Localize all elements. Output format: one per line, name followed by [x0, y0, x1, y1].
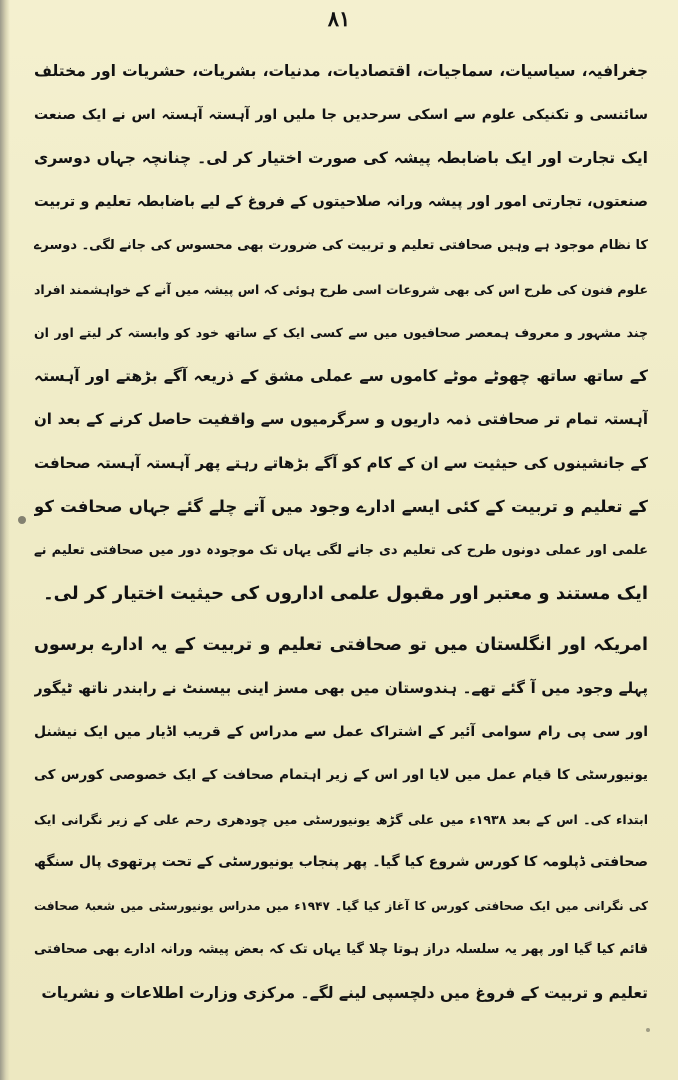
text-line: یونیورسٹی کا قیام عمل میں لایا اور اس کے زیر اہتمام صحافت کے ایک خصوصی کورس کی [34, 767, 648, 783]
text-line: پہلے وجود میں آ گئے تھے۔ ہندوستان میں بھی مسز اینی بیسنٹ نے رابندر ناتھ ٹیگور [34, 679, 648, 697]
ink-speck [646, 1028, 650, 1032]
text-line: کا نظام موجود ہے وہیں صحافتی تعلیم و تربیت کی ضرورت بھی محسوس کی جانے لگی۔ دوسرے [34, 238, 648, 253]
text-line: کی نگرانی میں ایک صحافتی کورس کا آغاز کیا گیا۔ ۱۹۴۷ء میں مدراس یونیورسٹی میں شعبۂ صحافت [34, 898, 648, 913]
text-line: جغرافیہ، سیاسیات، سماجیات، اقتصادیات، مدنیات، بشریات، حشریات اور مختلف [34, 62, 648, 80]
text-line: اور سی پی رام سوامی آئیر کے اشتراک عمل سے مدراس کے قریب اڈیار میں ایک نیشنل [34, 723, 648, 740]
text-line: قائم کیا گیا اور پھر یہ سلسلہ دراز ہوتا چلا گیا یہاں تک کہ بعض پیشہ ورانہ ادارے بھی صحافتی [34, 942, 648, 957]
page-number: ۸۱ [327, 6, 351, 31]
text-line: تعلیم و تربیت کے فروغ میں دلچسپی لینے لگے۔ مرکزی وزارت اطلاعات و نشریات [41, 983, 648, 1002]
text-line: امریکہ اور انگلستان میں تو صحافتی تعلیم و تربیت کے یہ ادارے برسوں [34, 634, 648, 655]
ink-speck [18, 516, 26, 524]
text-line: صحافتی ڈپلومہ کا کورس شروع کیا گیا۔ پھر پنجاب یونیورسٹی کے تحت پرتھوی پال سنگھ [34, 854, 648, 870]
text-line: کے ساتھ ساتھ چھوٹے موٹے کاموں سے عملی مشق کے ذریعہ آگے بڑھتے اور آہستہ [34, 366, 648, 385]
body-text [34, 50, 648, 1015]
paragraph-gap [34, 616, 648, 624]
text-line: سائنسی و تکنیکی علوم سے اسکی سرحدیں جا ملیں اور آہستہ آہستہ اس نے ایک صنعت [34, 106, 648, 123]
text-line: کے تعلیم و تربیت کے کئی ایسے ادارے وجود میں آتے چلے گئے جہاں صحافت کو [34, 497, 648, 516]
text-line: آہستہ تمام تر صحافتی ذمہ داریوں و سرگرمیوں سے واقفیت حاصل کرنے کے بعد ان [34, 410, 648, 428]
text-line: ایک مستند و معتبر اور مقبول علمی اداروں کی حیثیت اختیار کر لی۔ [43, 583, 648, 604]
text-line: ابتداء کی۔ اس کے بعد ۱۹۳۸ء میں علی گڑھ یونیورسٹی میں چودھری رحم علی کے زیر نگرانی ایک [34, 811, 648, 827]
text-line: کے جانشینوں کی حیثیت سے ان کے کام کو آگے بڑھاتے رہتے پھر آہستہ آہستہ صحافت [34, 453, 648, 472]
text-line: چند مشہور و معروف ہمعصر صحافیوں میں سے کسی ایک کے ساتھ خود کو وابستہ کر لیتے اور ان [34, 325, 648, 340]
paragraph-1 [34, 50, 648, 616]
page-edge-shadow [0, 0, 10, 1080]
text-line: ایک تجارت اور ایک باضابطہ پیشہ کی صورت اختیار کر لی۔ چنانچہ جہاں دوسری [34, 149, 648, 167]
text-line: علمی اور عملی دونوں طرح کی تعلیم دی جانے لگی یہاں تک موجودہ دور میں صحافتی تعلیم نے [34, 542, 648, 558]
text-line: صنعتوں، تجارتی امور اور پیشہ ورانہ صلاحیتوں کے فروغ کے لیے باضابطہ تعلیم و تربیت [34, 193, 648, 210]
text-line: علوم فنون کی طرح اس کی بھی شروعات اسی طرح ہوئی کہ اس پیشہ میں آنے کے خواہشمند افراد [34, 281, 648, 297]
paragraph-2 [34, 624, 648, 1016]
